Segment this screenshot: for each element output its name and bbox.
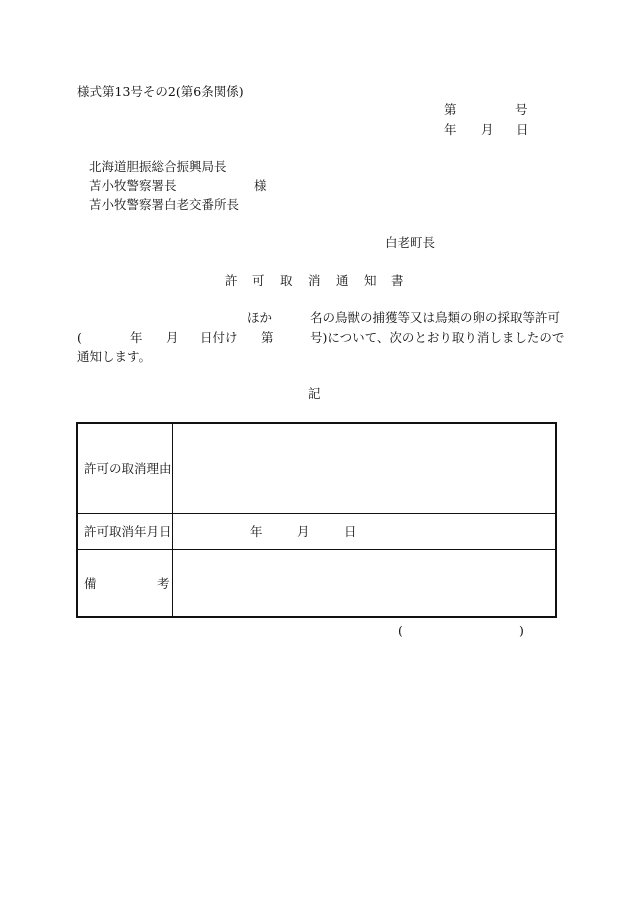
remarks-value-cell — [173, 549, 557, 617]
date-label: 許可取消年月日 — [84, 524, 172, 539]
table-date-day: 日 — [344, 523, 357, 539]
footer-open-paren: ( — [398, 623, 403, 638]
body-line3: 通知します。 — [77, 349, 152, 364]
sender: 白老町長 — [385, 235, 436, 250]
body-year: 年 — [130, 330, 143, 345]
title-char: 許 — [225, 273, 238, 288]
body-dai: 第 — [261, 330, 274, 345]
detail-table — [76, 422, 557, 618]
remarks-label-cell — [77, 549, 173, 617]
title-char: 書 — [391, 273, 404, 288]
doc-number-go: 号 — [515, 102, 528, 117]
table-date-month: 月 — [297, 523, 310, 539]
title-char: 知 — [364, 273, 377, 288]
addressee-1: 北海道胆振総合振興局長 — [89, 159, 227, 174]
body-line1-rest: 名の鳥獣の捕獲等又は鳥類の卵の採取等許可 — [310, 310, 561, 325]
title-char: 取 — [280, 273, 293, 288]
reason-label: 許可の取消理由 — [84, 461, 172, 477]
body-day-dated: 日付け — [200, 330, 238, 345]
date-label-cell — [77, 513, 173, 549]
date-value-cell — [173, 513, 557, 549]
table-date-year: 年 — [250, 523, 263, 539]
body-open-paren: ( — [77, 330, 82, 345]
addressee-3: 苫小牧警察署白老交番所長 — [89, 197, 240, 212]
body-month: 月 — [166, 330, 179, 345]
table-row-date — [77, 513, 556, 549]
remarks-label-1: 備 — [84, 575, 97, 591]
title-char: 消 — [308, 273, 321, 288]
table-row-reason — [77, 423, 556, 513]
date-year: 年 — [444, 122, 457, 137]
body-hoka: ほか — [247, 310, 273, 325]
date-month: 月 — [481, 122, 494, 137]
table-row-remarks — [77, 549, 556, 617]
body-line2-rest: 号)について、次のとおり取り消しましたので — [310, 330, 565, 345]
reason-value-cell — [173, 423, 557, 513]
footer-close-paren: ) — [519, 623, 524, 638]
honorific: 様 — [254, 178, 267, 193]
remarks-label-2: 考 — [157, 575, 170, 591]
form-number: 様式第13号その2(第6条関係) — [77, 84, 244, 99]
title-char: 通 — [336, 273, 349, 288]
ki-heading: 記 — [308, 386, 321, 401]
date-day: 日 — [516, 122, 529, 137]
addressee-2: 苫小牧警察署長 — [89, 178, 177, 193]
reason-label-cell — [77, 423, 173, 513]
title-char: 可 — [252, 273, 265, 288]
doc-number-dai: 第 — [444, 102, 457, 117]
